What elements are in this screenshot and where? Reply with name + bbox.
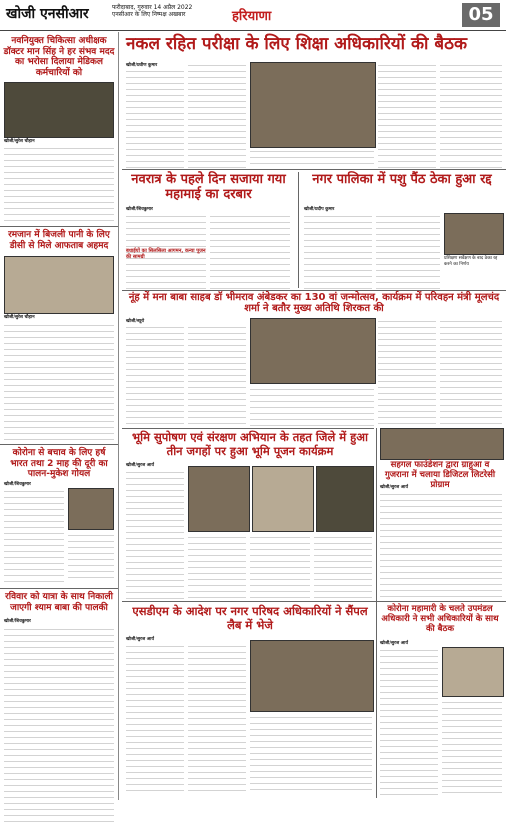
date-line xyxy=(112,4,192,18)
caption-4: खोजी/शिवकुमार xyxy=(4,619,31,624)
body-text xyxy=(126,469,184,599)
body-text xyxy=(126,643,184,795)
body-text xyxy=(378,318,436,426)
body-text xyxy=(188,534,246,599)
body-text xyxy=(380,647,438,795)
nagar-palika-byline: खोजी/प्रदीप कुमार xyxy=(304,207,335,212)
left-headline-1: नवनियुक्त चिकित्सा अधीक्षक डॉक्टर मान सिंह ने हर संभव मदद का भरोसा दिलाया मेडिकल कर्मचारियों को xyxy=(3,36,115,78)
body-text xyxy=(250,534,310,599)
body-text xyxy=(188,643,246,795)
body-text xyxy=(68,532,114,582)
navratra-subhead: बधाईयों का सिलसिला आगमन, कन्या पूजन की सामग्री xyxy=(126,248,206,260)
divider xyxy=(122,428,374,429)
navratra-headline: नवरात्र के पहले दिन सजाया गया महामाई का दरबार xyxy=(131,172,286,202)
ambedkar-byline: खोजी/ब्यूरो xyxy=(126,319,145,324)
caption-1: खोजी/सुरेश चौहान xyxy=(4,139,35,144)
date-text: फरीदाबाद, गुरुवार 14 अप्रैल 2022 xyxy=(112,4,193,11)
photo-mukesh-goyal xyxy=(68,488,114,530)
body-text xyxy=(4,488,64,582)
caption-2: खोजी/सुरेश चौहान xyxy=(4,315,35,320)
photo-medical-staff xyxy=(4,82,114,138)
main-byline: खोजी/प्रवीण कुमार xyxy=(126,63,158,68)
section-name: हरियाणा xyxy=(232,9,272,24)
left-column xyxy=(0,32,119,800)
body-text xyxy=(442,699,502,795)
navratra-byline: खोजी/शिवकुमार xyxy=(126,207,153,212)
body-text xyxy=(376,213,440,289)
ambedkar-headline: नूंह में मना बाबा साहब डॉ भीमराव अंबेडकर का 130 वां जन्मोत्सव, कार्यक्रम में परिवहन मंत्री मूलचंद शर्मा ने बतौर मुख्य अतिथि शिरकत की xyxy=(128,292,500,314)
page-number: 05 xyxy=(462,3,500,27)
body-text xyxy=(188,324,246,426)
body-text xyxy=(380,491,502,599)
photo-education-meeting xyxy=(250,62,376,148)
divider xyxy=(0,588,118,589)
divider xyxy=(122,169,506,170)
divider xyxy=(0,444,118,445)
body-text xyxy=(378,62,436,168)
bhumi-byline: खोजी/सुरज आर्य xyxy=(126,463,154,468)
paper-name: खोजी एनसीआर xyxy=(6,6,89,22)
photo-cattle-market xyxy=(444,213,504,255)
body-text xyxy=(4,322,114,440)
body-text xyxy=(126,324,184,426)
corona-headline: कोरोना महामारी के चलते उपमंडल अधिकारी ने सभी अधिकारियों के साथ की बैठक xyxy=(381,604,499,634)
left-headline-4: रविवार को यात्रा के साथ निकाली जाएगी श्याम बाबा की पालकी xyxy=(5,592,113,613)
photo-sampling xyxy=(250,640,374,712)
body-text xyxy=(250,714,372,795)
corona-byline: खोजी/सुरज आर्य xyxy=(380,641,408,646)
body-text xyxy=(210,213,290,289)
body-text xyxy=(440,62,502,168)
divider xyxy=(122,290,506,291)
sdm-headline: एसडीएम के आदेश पर नगर परिषद अधिकारियों ने सैंपल लैब में भेजे xyxy=(132,604,368,632)
divider xyxy=(122,601,506,602)
nagar-palika-photo-caption: प्रशिक्षण सर्वेक्षण के बाद ठेका रद्द करने का निर्णय xyxy=(444,256,498,267)
body-text xyxy=(4,626,114,826)
divider xyxy=(376,428,377,798)
left-headline-2: रमजान में बिजली पानी के लिए डीसी से मिले आफताब अहमद xyxy=(8,230,110,251)
digital-literacy-headline: सहगल फाउंडेशन द्वारा ग्राहुआ व गुजराना में चलाया डिजिटल लिटरेसी प्रोग्राम xyxy=(384,460,496,490)
sdm-byline: खोजी/सुरज आर्य xyxy=(126,637,154,642)
body-text xyxy=(188,62,246,168)
body-text xyxy=(314,534,372,599)
body-text xyxy=(250,148,374,168)
caption-3: खोजी/शिवकुमार xyxy=(4,482,31,487)
main-headline: नकल रहित परीक्षा के लिए शिक्षा अधिकारियों की बैठक xyxy=(126,34,468,54)
photo-bhumi-pujan-3 xyxy=(316,466,374,532)
nagar-palika-headline: नगर पालिका में पशु पैंठ ठेका हुआ रद्द xyxy=(312,172,492,187)
tagline: एनसीआर के लिए निष्पक्ष अखबार xyxy=(112,11,186,18)
digital-literacy-byline: खोजी/सुरज आर्य xyxy=(380,485,408,490)
divider xyxy=(0,226,118,227)
photo-bhumi-pujan-2 xyxy=(252,466,314,532)
photo-digital-literacy xyxy=(380,428,504,460)
photo-sdm-meeting xyxy=(442,647,504,697)
bhumi-headline: भूमि सुपोषण एवं संरक्षण अभियान के तहत जिले में हुआ तीन जगहों पर हुआ भूमि पूजन कार्यक्रम xyxy=(132,430,368,458)
photo-ambedkar-event xyxy=(250,318,376,384)
photo-meeting-dc xyxy=(4,256,114,314)
body-text xyxy=(440,318,502,426)
left-headline-3: कोरोना से बचाव के लिए हर्ष भारत तथा 2 माह की दूरी का पालन-मुकेश गोयल xyxy=(10,448,108,479)
body-text xyxy=(250,386,374,426)
body-text xyxy=(304,213,372,289)
photo-bhumi-pujan-1 xyxy=(188,466,250,532)
masthead-bar xyxy=(0,0,506,31)
body-text xyxy=(4,145,114,223)
body-text xyxy=(126,68,184,168)
divider xyxy=(298,172,299,288)
